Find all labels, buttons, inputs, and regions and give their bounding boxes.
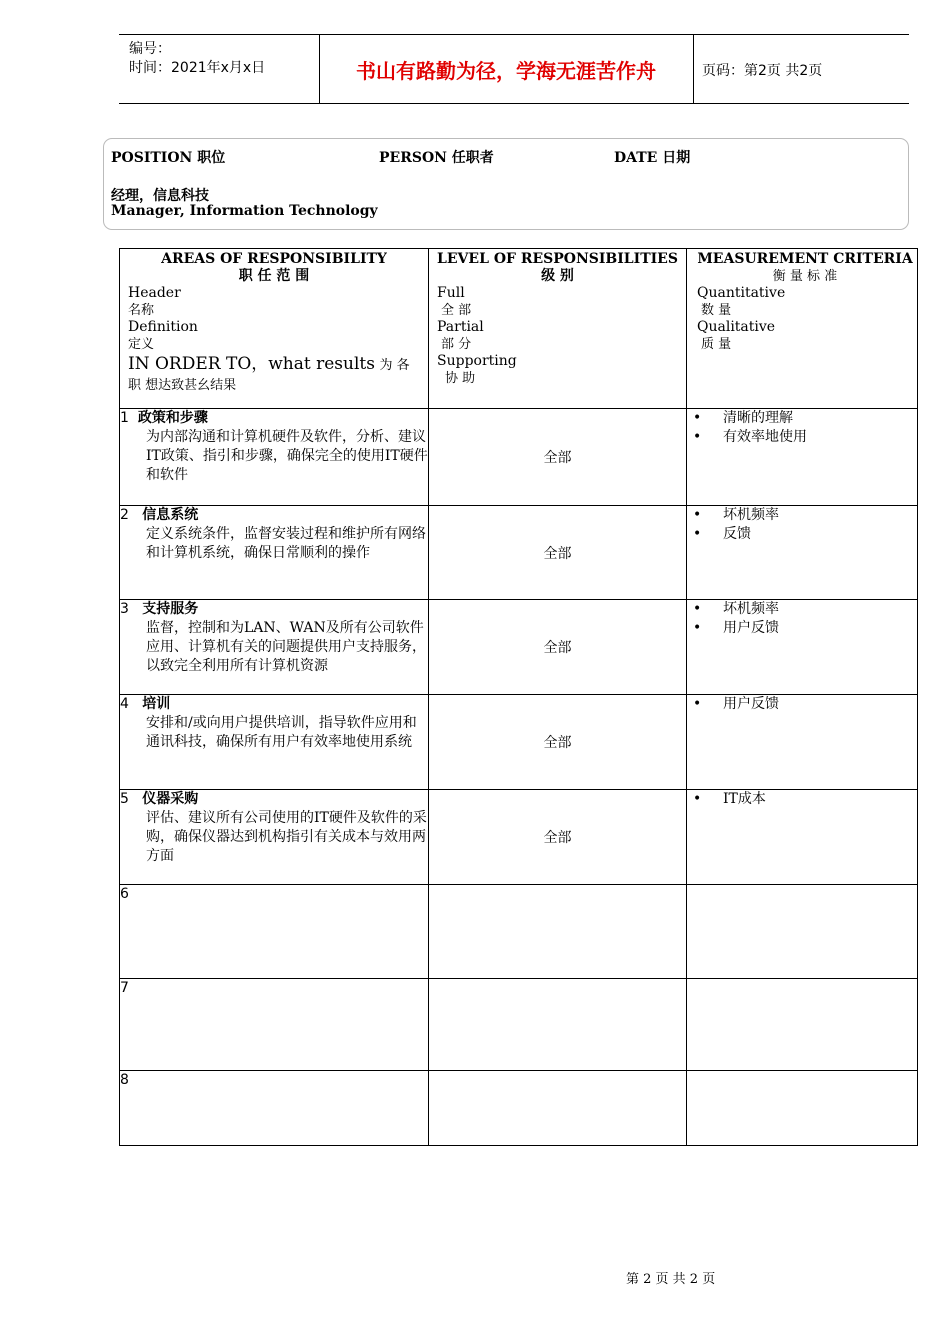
criteria-item: IT成本 [723,791,766,807]
level-supporting-cn: 协 助 [445,371,476,386]
row-description: 定义系统条件，监督安装过程和维护所有网络和计算机系统，确保日常顺利的操作 [146,526,426,561]
bullet-icon: • [693,410,702,426]
page-header [119,34,909,104]
position-title-en: Manager, Information Technology [111,203,378,219]
row-number: 4 [120,696,129,712]
measurement-title: MEASUREMENT CRITERIA [697,251,913,267]
bullet-icon: • [693,429,702,445]
bullet-icon: • [693,620,702,636]
level-full: Full [437,285,465,301]
doc-time: 时间：2021年x月x日 [129,60,266,76]
measurement-qualitative-cn: 质 量 [701,337,732,352]
level-partial: Partial [437,319,484,335]
table-row [120,979,918,1071]
level-full-cn: 全 部 [441,303,472,318]
doc-number: 编号： [129,41,171,57]
row-title: 培训 [142,696,171,712]
bullet-icon: • [693,526,702,542]
row-level [429,1071,687,1146]
row-number: 5 [120,791,129,807]
page-footer: 第 2 页 共 2 页 [626,1272,716,1287]
row-number: 3 [120,601,129,617]
areas-inorderto: IN ORDER TO，what results [128,354,375,374]
criteria-item: 反馈 [723,526,751,542]
measurement-title-cn: 衡 量 标 准 [772,269,838,284]
criteria-item: 清晰的理解 [723,410,793,426]
row-number: 1 [120,410,129,426]
table-row [120,600,918,695]
date-label: DATE 日期 [614,150,691,166]
areas-header-cn: 名称 [128,303,155,318]
table-row [120,409,918,506]
row-level: 全部 [429,790,687,885]
row-number: 2 [120,507,129,523]
level-title: LEVEL OF RESPONSIBILITIES [437,251,678,267]
areas-title-cn: 职 任 范 围 [238,268,310,284]
row-level: 全部 [429,409,687,506]
header-page-cell [693,35,910,103]
measurement-qualitative: Qualitative [697,319,776,335]
responsibility-table [119,248,918,1146]
row-criteria [687,695,918,790]
areas-definition-cn: 定义 [128,337,155,352]
row-criteria [687,600,918,695]
position-info-box [103,138,909,230]
level-partial-cn: 部 分 [441,337,472,352]
row-title: 信息系统 [142,507,199,523]
row-number: 6 [120,886,129,902]
bullet-icon: • [693,791,702,807]
row-description: 为内部沟通和计算机硬件及软件，分析、建议IT政策、指引和步骤，确保完全的使用IT硬件和软件 [146,429,428,483]
table-header-row [120,249,918,409]
row-description: 评估、建议所有公司使用的IT硬件及软件的采购，确保仪器达到机构指引有关成本与效用两方面 [146,810,427,864]
criteria-item: 有效率地使用 [723,429,807,445]
row-criteria [687,979,918,1071]
areas-header-en: Header [128,285,181,301]
table-row [120,885,918,979]
row-title: 支持服务 [142,601,199,617]
table-row [120,506,918,600]
row-criteria [687,409,918,506]
row-level [429,885,687,979]
row-criteria [687,790,918,885]
criteria-item: 坏机频率 [723,601,779,617]
row-description: 监督，控制和为LAN、WAN及所有公司软件应用、计算机有关的问题提供用户支持服务，以致完全利用所有计算机资源 [146,620,426,674]
criteria-item: 用户反馈 [723,620,779,636]
header-page-number: 页码：第2页 共2页 [702,63,823,79]
table-row [120,1071,918,1146]
row-number: 7 [120,980,129,996]
row-number: 8 [120,1072,129,1088]
row-level: 全部 [429,695,687,790]
level-title-cn: 级 别 [541,268,574,284]
areas-title: AREAS OF RESPONSIBILITY [161,251,387,267]
table-row [120,695,918,790]
areas-results-cn: 职 想达致甚幺结果 [128,378,237,393]
row-criteria [687,1071,918,1146]
header-measurement [687,249,918,409]
areas-definition-en: Definition [128,319,198,335]
areas-inorderto-cn: 为 各 [379,358,410,373]
bullet-icon: • [693,696,702,712]
row-title: 仪器采购 [142,791,199,807]
header-slogan: 书山有路勤为径，学海无涯苦作舟 [356,58,656,83]
person-label: PERSON 任职者 [379,150,494,166]
criteria-item: 坏机频率 [723,507,779,523]
position-label: POSITION 职位 [111,150,226,166]
table-row [120,790,918,885]
measurement-quantitative-cn: 数 量 [701,303,732,318]
row-criteria [687,506,918,600]
row-title: 政策和步骤 [137,410,208,426]
row-criteria [687,885,918,979]
header-level [429,249,687,409]
row-level [429,979,687,1071]
row-level: 全部 [429,506,687,600]
position-title-cn: 经理，信息科技 [111,188,209,204]
row-description: 安排和/或向用户提供培训，指导软件应用和通讯科技，确保所有用户有效率地使用系统 [146,715,417,750]
bullet-icon: • [693,601,702,617]
header-areas [120,249,429,409]
bullet-icon: • [693,507,702,523]
row-level: 全部 [429,600,687,695]
level-supporting: Supporting [437,353,517,369]
criteria-item: 用户反馈 [723,696,779,712]
measurement-quantitative: Quantitative [697,285,786,301]
header-meta [119,35,320,103]
